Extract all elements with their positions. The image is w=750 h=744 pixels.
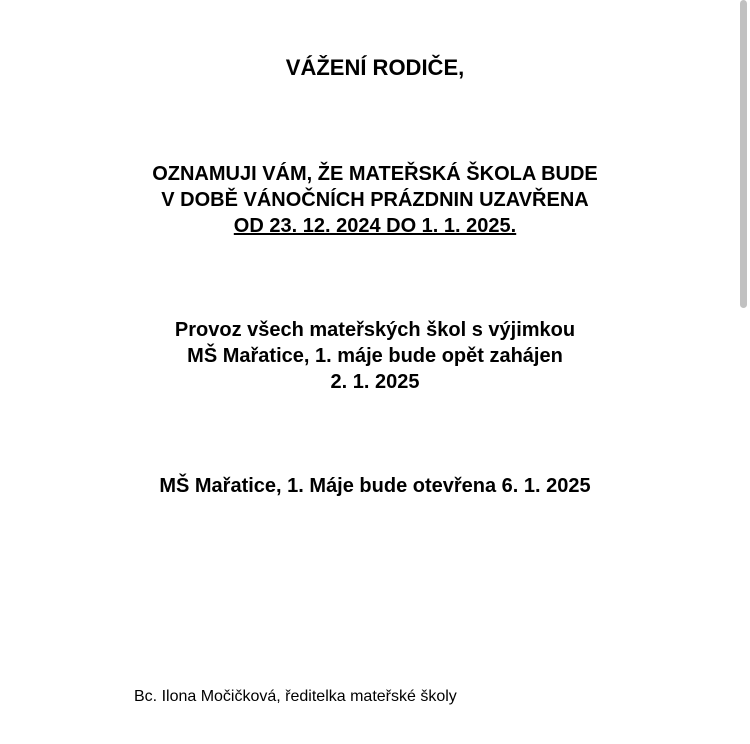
signature: Bc. Ilona Močičková, ředitelka mateřské školy — [134, 688, 457, 705]
scrollbar-thumb[interactable] — [740, 0, 747, 308]
operation-line-1: Provoz všech mateřských škol s výjimkou — [174, 319, 576, 341]
operation-line-3: 2. 1. 2025 — [330, 371, 420, 393]
closure-notice — [0, 161, 750, 239]
vertical-scrollbar[interactable] — [738, 0, 750, 744]
operation-line-2: MŠ Mařatice, 1. máje bude opět zahájen — [187, 345, 563, 367]
notice-line-2: V DOBĚ VÁNOČNÍCH PRÁZDNIN UZAVŘENA — [161, 189, 589, 211]
notice-line-1: OZNAMUJI VÁM, ŽE MATEŘSKÁ ŠKOLA BUDE — [152, 163, 598, 185]
operation-resume-notice — [0, 317, 750, 395]
greeting-heading: VÁŽENÍ RODIČE, — [285, 55, 465, 80]
maratice-opening-note: MŠ Mařatice, 1. Máje bude otevřena 6. 1. 2025 — [159, 475, 591, 497]
closure-dates: OD 23. 12. 2024 DO 1. 1. 2025. — [233, 215, 517, 237]
